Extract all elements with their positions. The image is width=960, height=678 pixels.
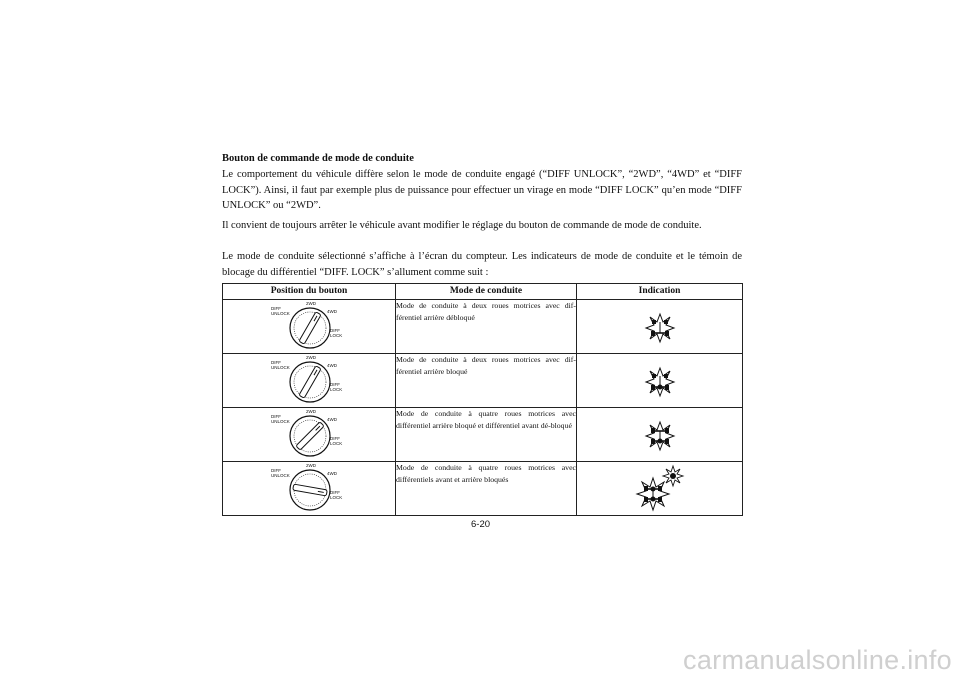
dial-label-2wd: 2WD	[306, 301, 316, 306]
mode-dial-icon	[287, 413, 333, 459]
watermark: carmanualsonline.info	[683, 645, 952, 675]
dial-label-2wd: 2WD	[306, 409, 316, 414]
mode-dial-icon	[287, 467, 333, 513]
dial-label-unlock: DIFF UNLOCK	[271, 360, 290, 370]
drive-mode-table	[222, 283, 743, 516]
section-title: Bouton de commande de mode de conduite	[222, 153, 414, 164]
dial-label-2wd: 2WD	[306, 355, 316, 360]
table-row	[223, 408, 743, 462]
drive-indicator-4wd-rear-locked-icon	[577, 408, 743, 461]
table-row	[223, 300, 743, 354]
header-indication: Indication	[577, 284, 743, 300]
dial-label-lock: DIFF LOCK	[330, 382, 343, 392]
drive-indicator-2wd-unlocked-icon	[577, 300, 743, 353]
mode-description: Mode de conduite à deux roues motrices avec dif-férentiel arrière bloqué	[396, 354, 577, 408]
dial-label-4wd: 4WD	[327, 363, 337, 368]
dial-label-2wd: 2WD	[306, 463, 316, 468]
mode-dial-icon	[287, 305, 333, 351]
header-position: Position du bouton	[223, 284, 396, 300]
dial-cell	[223, 462, 396, 516]
dial-label-lock: DIFF LOCK	[330, 436, 343, 446]
dial-label-4wd: 4WD	[327, 417, 337, 422]
dial-cell	[223, 408, 396, 462]
dial-label-4wd: 4WD	[327, 309, 337, 314]
warning-paragraph: Il convient de toujours arrêter le véhicule avant modifier le réglage du bouton de commande de mode de conduite.	[222, 219, 702, 231]
table-header-row	[223, 284, 743, 300]
header-mode: Mode de conduite	[396, 284, 577, 300]
mode-description: Mode de conduite à deux roues motrices avec dif-férentiel arrière débloqué	[396, 300, 577, 354]
mode-description: Mode de conduite à quatre roues motrices avec différentiels avant et arrière bloqués	[396, 462, 577, 516]
dial-cell	[223, 354, 396, 408]
indicator-cell	[577, 354, 743, 408]
drive-indicator-4wd-full-lock-icon	[577, 462, 743, 515]
intro-paragraph: Le comportement du véhicule diffère selon le mode de conduite engagé (“DIFF UNLOCK”, “2WD”, “4WD” et “DIFF LOCK”). Ainsi, il faut par exemple plus de puissance pour effectuer un virage en mode “DIFF LOCK” qu’en mode “DIFF UNLOCK” ou “2WD”.	[222, 169, 742, 211]
table-row	[223, 462, 743, 516]
indicator-cell	[577, 408, 743, 462]
dial-label-unlock: DIFF UNLOCK	[271, 306, 290, 316]
content-block	[222, 153, 742, 284]
dial-label-unlock: DIFF UNLOCK	[271, 468, 290, 478]
indicator-cell	[577, 300, 743, 354]
display-paragraph: Le mode de conduite sélectionné s’affiche à l’écran du compteur. Les indicateurs de mode de conduite et le témoin de blocage du différentiel “DIFF. LOCK” s’allument comme suit :	[222, 251, 742, 278]
dial-label-unlock: DIFF UNLOCK	[271, 414, 290, 424]
dial-label-lock: DIFF LOCK	[330, 490, 343, 500]
mode-dial-icon	[287, 359, 333, 405]
mode-description: Mode de conduite à quatre roues motrices avec différentiel arrière bloqué et différentiel avant dé-bloqué	[396, 408, 577, 462]
dial-cell	[223, 300, 396, 354]
dial-label-4wd: 4WD	[327, 471, 337, 476]
table-row	[223, 354, 743, 408]
drive-indicator-2wd-rear-locked-icon	[577, 354, 743, 407]
indicator-cell	[577, 462, 743, 516]
page-number: 6-20	[471, 519, 491, 530]
dial-label-lock: DIFF LOCK	[330, 328, 343, 338]
